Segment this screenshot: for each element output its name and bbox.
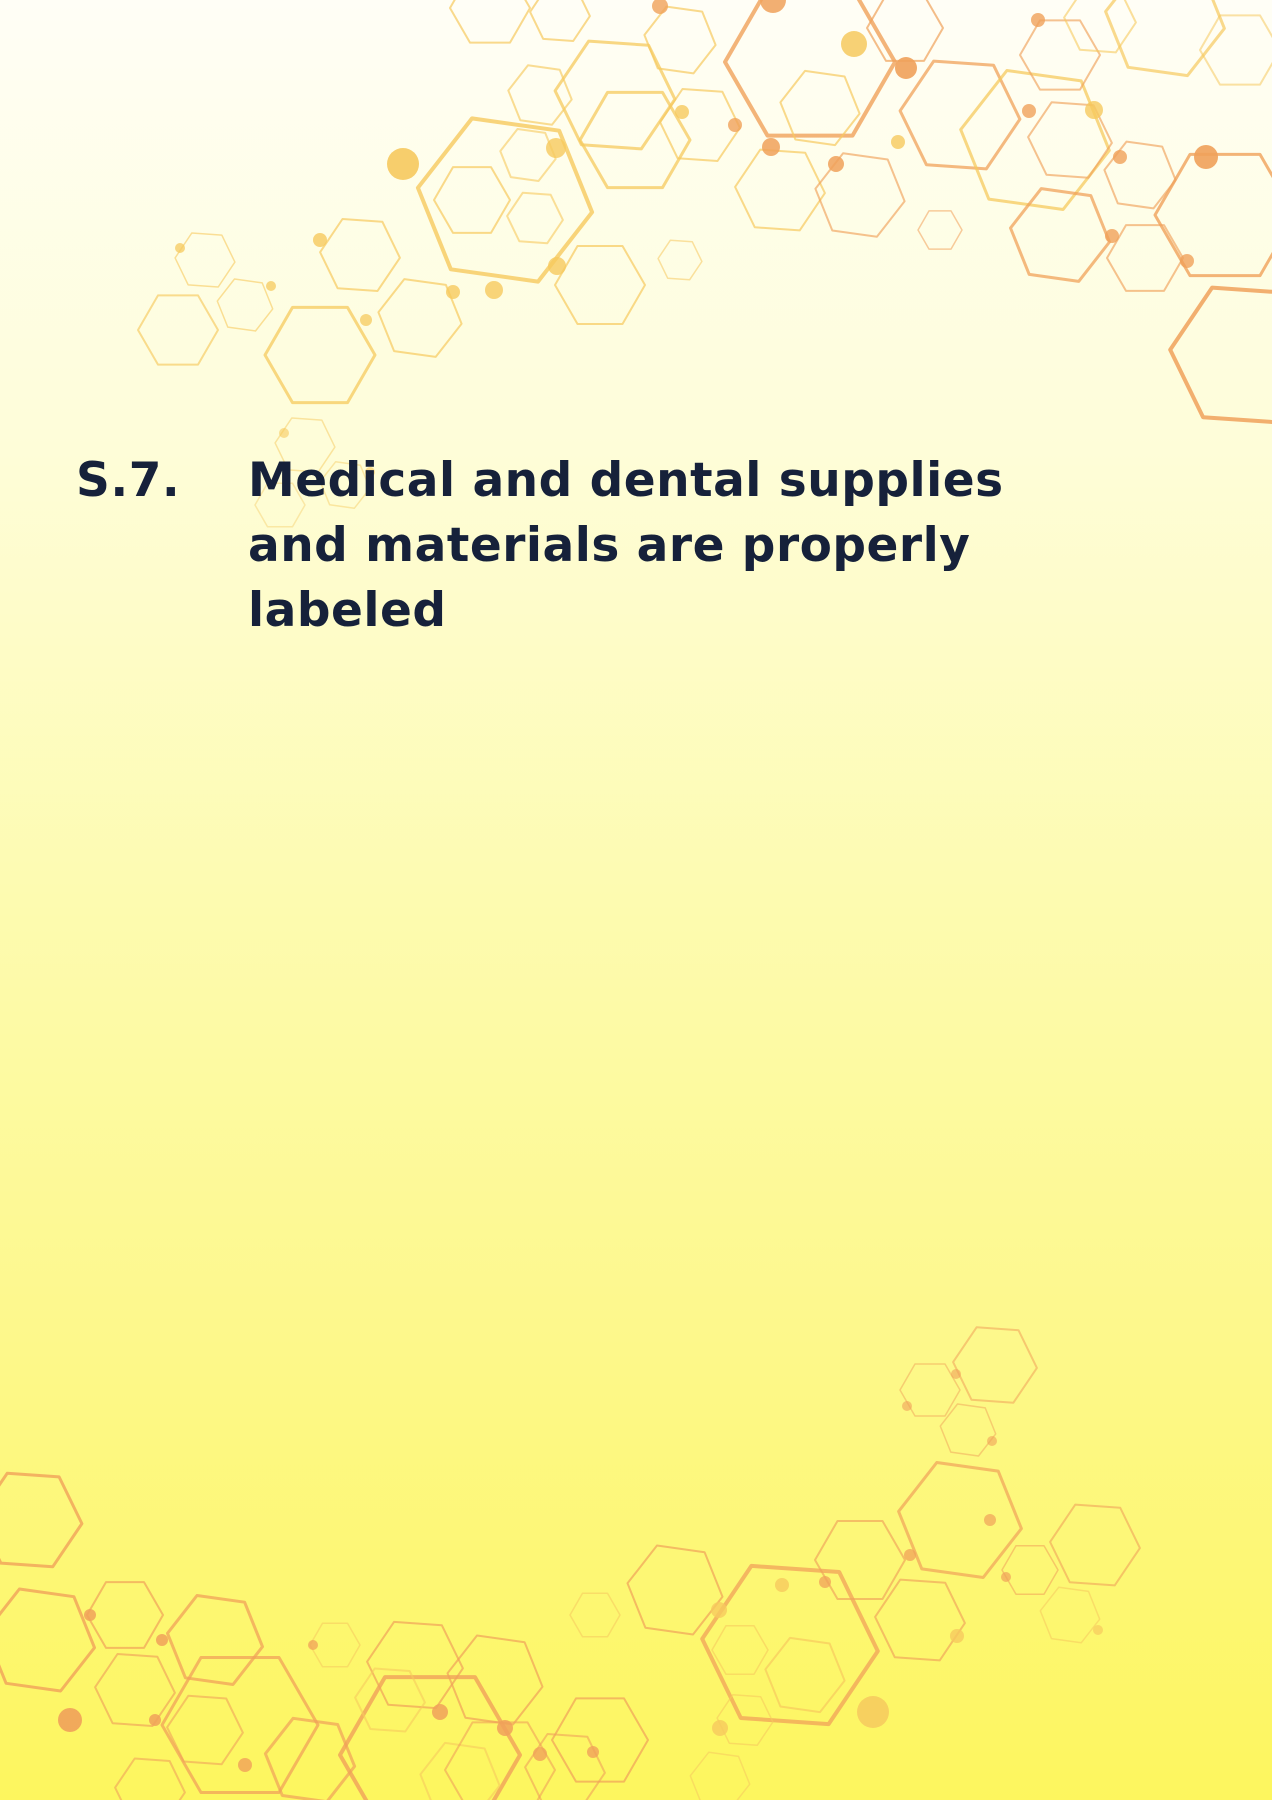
hexagon-shape: [87, 1582, 163, 1648]
molecule-node-dot: [587, 1746, 599, 1758]
molecule-node-dot: [711, 1602, 727, 1618]
section-title: Medical and dental supplies and materials are properly labeled: [248, 453, 1004, 638]
molecule-node-dot: [857, 1696, 889, 1728]
molecule-node-dot: [891, 135, 905, 149]
molecule-node-dot: [1031, 13, 1045, 27]
hexagon-shape: [0, 1589, 95, 1691]
hexagon-shape: [525, 1734, 605, 1800]
hexagon-shape: [1002, 1546, 1058, 1594]
hexagon-shape: [1040, 1587, 1099, 1643]
hexagon-shape: [875, 1580, 965, 1661]
molecule-node-dot: [841, 31, 867, 57]
hexagon-shape: [530, 0, 590, 41]
molecule-node-dot: [533, 1747, 547, 1761]
hexagon-shape: [961, 71, 1110, 210]
molecule-node-dot: [266, 281, 276, 291]
hexagon-shape: [725, 0, 895, 136]
molecule-node-dot: [387, 148, 419, 180]
hexagon-shape: [175, 233, 235, 287]
hexagon-shape: [815, 1521, 905, 1599]
molecule-node-dot: [762, 138, 780, 156]
molecule-node-dot: [485, 281, 503, 299]
hexagon-shape: [507, 193, 563, 243]
hexagon-shape: [570, 1593, 620, 1636]
molecule-node-dot: [149, 1714, 161, 1726]
hexagon-shape: [0, 1473, 82, 1566]
molecule-node-dot: [712, 1720, 728, 1736]
hexagon-shape: [450, 0, 530, 43]
molecule-node-dot: [156, 1634, 168, 1646]
molecule-node-dot: [497, 1720, 513, 1736]
hexagon-shape: [580, 92, 690, 187]
molecule-node-dot: [760, 0, 786, 13]
hexagon-shape: [418, 118, 592, 281]
hexagon-shape: [434, 167, 510, 233]
molecule-node-dot: [1105, 229, 1119, 243]
hexagon-shape: [644, 7, 715, 74]
hexagon-shape: [555, 246, 645, 324]
hexagon-shape: [735, 150, 825, 231]
hexagon-shape: [660, 89, 740, 161]
molecule-node-dot: [775, 1578, 789, 1592]
hexagon-shape: [1200, 15, 1272, 84]
hexagon-shape: [420, 1743, 499, 1800]
hexagon-shape: [265, 307, 375, 402]
molecule-node-dot: [84, 1609, 96, 1621]
hexagon-shape: [217, 279, 272, 331]
hexagon-shape: [367, 1622, 463, 1708]
molecule-node-dot: [819, 1576, 831, 1588]
molecule-node-dot: [175, 243, 185, 253]
hexagon-shape: [1170, 288, 1272, 423]
molecule-node-dot: [58, 1708, 82, 1732]
molecule-node-dot: [548, 257, 566, 275]
molecule-node-dot: [652, 0, 668, 14]
hexagon-shape: [95, 1654, 175, 1726]
molecule-node-dot: [360, 314, 372, 326]
molecule-node-dot: [902, 1401, 912, 1411]
hexagon-shape: [115, 1759, 185, 1800]
molecule-node-dot: [950, 1629, 964, 1643]
molecule-node-dot: [1113, 150, 1127, 164]
hexagon-shape: [918, 211, 962, 249]
hexagon-shape: [940, 1404, 995, 1456]
hexagon-shape: [658, 240, 702, 280]
molecule-node-dot: [446, 285, 460, 299]
hexagon-shape: [899, 1463, 1022, 1578]
hexagon-shape: [1064, 0, 1136, 52]
hexagon-shape: [168, 1596, 263, 1685]
hexagon-shape: [953, 1327, 1037, 1402]
molecule-node-dot: [1001, 1572, 1011, 1582]
molecule-node-dot: [895, 57, 917, 79]
molecule-node-dot: [546, 138, 566, 158]
hexagon-shape: [552, 1698, 648, 1781]
hexagon-shape: [555, 41, 675, 149]
hexagon-shape: [765, 1638, 844, 1712]
hexagon-shape: [508, 65, 571, 124]
molecule-node-dot: [279, 428, 289, 438]
hexagon-shape: [628, 1546, 723, 1635]
molecule-node-dot: [308, 1640, 318, 1650]
molecule-node-dot: [1194, 145, 1218, 169]
section-heading: [76, 448, 1176, 643]
molecule-node-dot: [432, 1704, 448, 1720]
hexagon-shape: [712, 1626, 768, 1674]
molecule-node-dot: [984, 1514, 996, 1526]
molecule-node-dot: [828, 156, 844, 172]
molecule-node-dot: [987, 1436, 997, 1446]
molecule-node-dot: [1180, 254, 1194, 268]
molecule-node-dot: [238, 1758, 252, 1772]
hexagon-shape: [1050, 1505, 1140, 1586]
molecule-node-dot: [675, 105, 689, 119]
molecule-node-dot: [904, 1549, 916, 1561]
hexagon-shape: [500, 129, 555, 181]
section-number: S.7.: [76, 453, 181, 508]
molecule-node-dot: [1022, 104, 1036, 118]
hexagon-shape: [1011, 189, 1110, 282]
hexagon-shape: [690, 1752, 749, 1800]
hexagon-shape: [138, 295, 218, 364]
molecule-node-dot: [1085, 101, 1103, 119]
hexagon-shape: [320, 219, 400, 291]
molecule-node-dot: [951, 1369, 961, 1379]
molecule-node-dot: [1093, 1625, 1103, 1635]
molecule-node-dot: [728, 118, 742, 132]
molecule-node-dot: [313, 233, 327, 247]
hexagon-shape: [340, 1677, 520, 1800]
